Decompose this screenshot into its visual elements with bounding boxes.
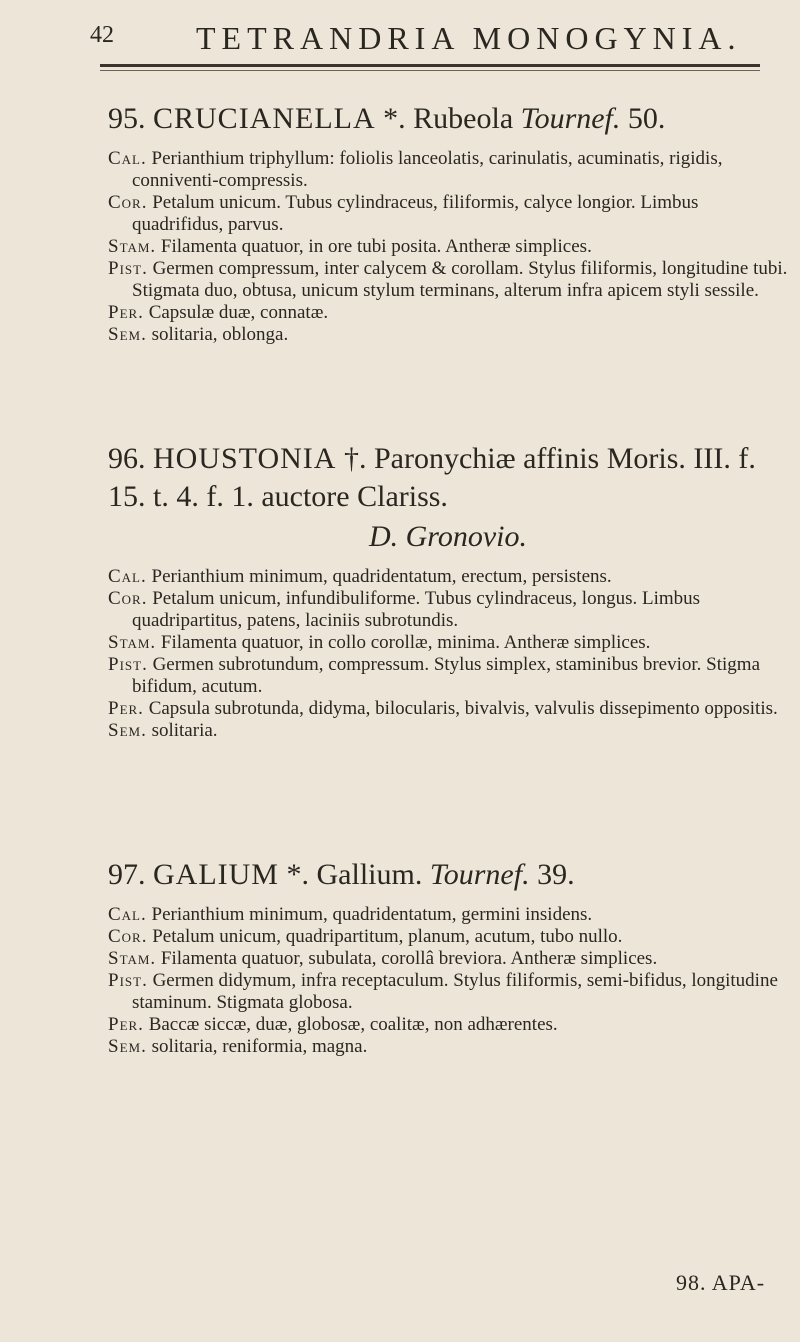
desc-text: Petalum unicum, infundibuliforme. Tubus cylindraceus, longus. Limbus quadripartitus, patens, laciniis subrotundis. bbox=[132, 588, 701, 631]
desc-label: Sem. bbox=[108, 1036, 147, 1057]
desc-label: Cor. bbox=[108, 926, 148, 947]
entry-crucianella bbox=[108, 100, 788, 346]
desc-text: Baccæ siccæ, duæ, globosæ, coalitæ, non adhærentes. bbox=[148, 1014, 558, 1035]
desc-label: Cal. bbox=[108, 566, 147, 587]
desc-line bbox=[108, 948, 788, 970]
desc-text: Filamenta quatuor, subulata, corollâ breviora. Antheræ simplices. bbox=[160, 948, 658, 969]
desc-text: Perianthium minimum, quadridentatum, erectum, persistens. bbox=[151, 566, 612, 587]
desc-label: Cor. bbox=[108, 588, 148, 609]
header-rule-thin bbox=[100, 70, 760, 71]
desc-label: Pist. bbox=[108, 258, 148, 279]
desc-label: Per. bbox=[108, 1014, 144, 1035]
entry-number: 95. bbox=[108, 102, 146, 135]
desc-line bbox=[108, 1014, 788, 1036]
desc-line bbox=[108, 970, 788, 1014]
desc-text: Filamenta quatuor, in ore tubi posita. Antheræ simplices. bbox=[160, 236, 592, 257]
author: Tournef. bbox=[429, 858, 530, 891]
desc-line bbox=[108, 236, 788, 258]
running-title: TETRANDRIA MONOGYNIA. bbox=[196, 20, 742, 56]
genus-name: GALIUM bbox=[153, 858, 279, 891]
desc-label: Stam. bbox=[108, 236, 157, 257]
desc-text: Germen subrotundum, compressum. Stylus simplex, staminibus brevior. Stigma bifidum, acutum. bbox=[132, 654, 761, 697]
desc-label: Cal. bbox=[108, 904, 147, 925]
desc-label: Stam. bbox=[108, 948, 157, 969]
entry-number: 96. bbox=[108, 442, 146, 475]
entry-number: 97. bbox=[108, 858, 146, 891]
desc-line bbox=[108, 926, 788, 948]
desc-text: solitaria, reniformia, magna. bbox=[151, 1036, 368, 1057]
desc-text: Germen didymum, infra receptaculum. Stylus filiformis, semi-bifidus, longitudine staminum. Stigmata globosa. bbox=[132, 970, 778, 1013]
desc-text: Perianthium triphyllum: foliolis lanceolatis, carinulatis, acuminatis, rigidis, conniventi-compressis. bbox=[132, 148, 723, 191]
native-mark: *. bbox=[286, 858, 309, 891]
desc-label: Sem. bbox=[108, 324, 147, 345]
running-head bbox=[0, 20, 800, 60]
reference: 50. bbox=[627, 102, 666, 135]
exotic-mark: †. bbox=[343, 442, 367, 475]
title-rest: Rubeola bbox=[413, 102, 514, 135]
genus-name: HOUSTONIA bbox=[153, 442, 337, 475]
desc-text: Filamenta quatuor, in collo corollæ, minima. Antheræ simplices. bbox=[160, 632, 651, 653]
desc-line bbox=[108, 1036, 788, 1058]
desc-line bbox=[108, 566, 788, 588]
entry-galium bbox=[108, 856, 788, 1058]
desc-line bbox=[108, 588, 788, 632]
entry-title bbox=[108, 100, 788, 138]
genus-name: CRUCIANELLA bbox=[153, 102, 376, 135]
title-rest: Paronychiæ affinis Moris. III. f. 15. t. 4. f. 1. auctore Clariss. bbox=[108, 442, 756, 513]
desc-line bbox=[108, 148, 788, 192]
desc-label: Pist. bbox=[108, 654, 148, 675]
desc-text: Petalum unicum, quadripartitum, planum, acutum, tubo nullo. bbox=[152, 926, 623, 947]
page-number: 42 bbox=[90, 22, 114, 48]
description bbox=[108, 566, 788, 742]
entry-title bbox=[108, 856, 788, 894]
desc-text: Petalum unicum. Tubus cylindraceus, filiformis, calyce longior. Limbus quadrifidus, parvus. bbox=[132, 192, 699, 235]
desc-line bbox=[108, 904, 788, 926]
desc-label: Cor. bbox=[108, 192, 148, 213]
desc-line bbox=[108, 302, 788, 324]
title-rest: Gallium. bbox=[316, 858, 423, 891]
desc-text: Germen compressum, inter calycem & corollam. Stylus filiformis, longitudine tubi. Stigmata duo, obtusa, unicum stylum terminans, alterum infra apicem styli sessile. bbox=[132, 258, 788, 301]
desc-line bbox=[108, 632, 788, 654]
desc-label: Pist. bbox=[108, 970, 148, 991]
desc-line bbox=[108, 698, 788, 720]
native-mark: *. bbox=[383, 102, 406, 135]
description bbox=[108, 148, 788, 346]
desc-text: Capsula subrotunda, didyma, bilocularis, bivalvis, valvulis dissepimento oppositis. bbox=[148, 698, 778, 719]
desc-label: Per. bbox=[108, 302, 144, 323]
desc-line bbox=[108, 192, 788, 236]
desc-line bbox=[108, 654, 788, 698]
desc-line bbox=[108, 258, 788, 302]
entry-houstonia bbox=[108, 440, 788, 742]
desc-text: Capsulæ duæ, connatæ. bbox=[148, 302, 329, 323]
desc-text: solitaria. bbox=[151, 720, 218, 741]
desc-line bbox=[108, 324, 788, 346]
header-rule bbox=[100, 64, 760, 67]
author: D. Gronovio. bbox=[368, 520, 528, 553]
author: Tournef. bbox=[520, 102, 621, 135]
reference: 39. bbox=[537, 858, 575, 891]
desc-line bbox=[108, 720, 788, 742]
desc-text: Perianthium minimum, quadridentatum, germini insidens. bbox=[151, 904, 593, 925]
desc-label: Stam. bbox=[108, 632, 157, 653]
desc-label: Sem. bbox=[108, 720, 147, 741]
desc-text: solitaria, oblonga. bbox=[151, 324, 289, 345]
desc-label: Per. bbox=[108, 698, 144, 719]
description bbox=[108, 904, 788, 1058]
catchword: 98. APA- bbox=[676, 1270, 766, 1295]
entry-title bbox=[108, 440, 788, 556]
desc-label: Cal. bbox=[108, 148, 147, 169]
